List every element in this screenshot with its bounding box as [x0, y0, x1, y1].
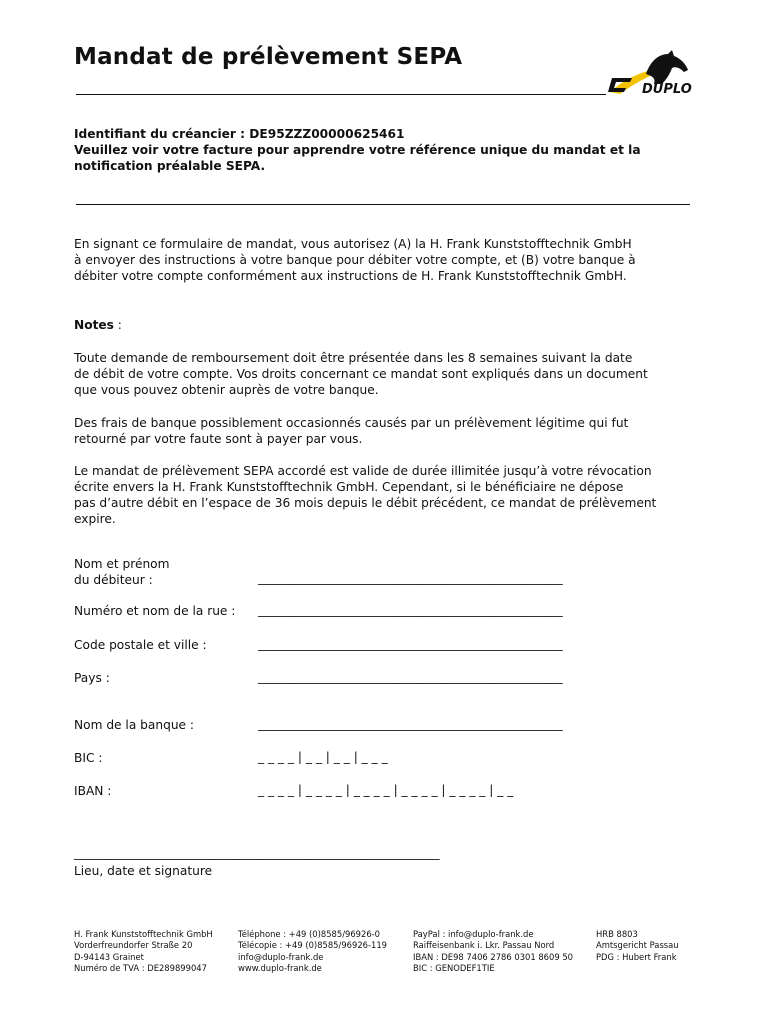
footer-registry: [596, 929, 679, 963]
footer-line: D-94143 Grainet: [74, 951, 144, 962]
footer-line: Raiffeisenbank i. Lkr. Passau Nord: [413, 940, 555, 951]
signature-label: Lieu, date et signature: [74, 864, 213, 878]
notes-paragraph-1: [74, 350, 697, 398]
intro-line: débiter votre compte conformément aux instructions de H. Frank Kunststofftechnik GmbH.: [74, 269, 627, 283]
notes-line: que vous pouvez obtenir auprès de votre banque.: [74, 383, 379, 397]
bank-name-label: Nom de la banque :: [74, 718, 195, 732]
notes-heading: [74, 318, 122, 332]
postal-city-label: Code postale et ville :: [74, 638, 207, 652]
reference-line-2: notification préalable SEPA.: [74, 159, 266, 173]
notes-line: retourné par votre faute sont à payer par vous.: [74, 432, 363, 446]
notes-line: Le mandat de prélèvement SEPA accordé est valide de durée illimitée jusqu’à votre révocation: [74, 464, 652, 478]
notes-line: écrite envers la H. Frank Kunststofftechnik GmbH. Cependant, si le bénéficiaire ne dépose: [74, 480, 624, 494]
bic-field[interactable]: _ _ _ _ | _ _ | _ _ | _ _ _: [258, 750, 388, 764]
footer-line: Vorderfreundorfer Straße 20: [74, 940, 193, 951]
footer-line: PayPal : info@duplo-frank.de: [413, 929, 534, 939]
notes-line: pas d’autre débit en l’espace de 36 mois depuis le débit précédent, ce mandat de prélèvement: [74, 496, 657, 510]
notes-label: Notes: [74, 318, 114, 332]
section-divider: [76, 204, 690, 205]
footer-line: IBAN : DE98 7406 2786 0301 8609 50: [413, 951, 573, 962]
footer-line: Télécopie : +49 (0)8585/96926-119: [238, 940, 387, 951]
intro-paragraph: [74, 236, 697, 284]
footer-company: [74, 929, 213, 975]
logo-text: DUPLO: [642, 82, 692, 97]
footer-line: info@duplo-frank.de: [238, 951, 324, 962]
title-underline: [76, 94, 606, 95]
debtor-name-field[interactable]: __________________________________________________: [258, 571, 563, 585]
notes-paragraph-2: [74, 415, 697, 447]
bic-label: BIC :: [74, 751, 103, 765]
signature-field[interactable]: ____________________________________________________________: [74, 846, 440, 860]
postal-city-field[interactable]: __________________________________________________: [258, 637, 563, 651]
footer-line: PDG : Hubert Frank: [596, 951, 677, 962]
bank-name-field[interactable]: __________________________________________________: [258, 717, 563, 731]
reference-line-1: Veuillez voir votre facture pour apprendre votre référence unique du mandat et la: [74, 143, 641, 157]
duplo-horse-logo: [606, 48, 696, 98]
country-field[interactable]: __________________________________________________: [258, 670, 563, 684]
creditor-identification: [74, 126, 704, 174]
debtor-name-label-line1: Nom et prénom: [74, 557, 170, 571]
creditor-id-line: Identifiant du créancier : DE95ZZZ00000625461: [74, 127, 405, 141]
notes-colon: :: [113, 318, 122, 332]
intro-line: En signant ce formulaire de mandat, vous autorisez (A) la H. Frank Kunststofftechnik GmbH: [74, 237, 632, 251]
iban-label: IBAN :: [74, 784, 112, 798]
footer-line: Amtsgericht Passau: [596, 940, 679, 951]
footer-line: BIC : GENODEF1TIE: [413, 963, 495, 974]
footer-line: H. Frank Kunststofftechnik GmbH: [74, 929, 213, 939]
notes-line: Des frais de banque possiblement occasionnés causés par un prélèvement légitime qui fut: [74, 416, 629, 430]
street-label: Numéro et nom de la rue :: [74, 604, 236, 618]
footer-contact: [238, 929, 387, 975]
notes-paragraph-3: [74, 463, 697, 527]
footer-line: Numéro de TVA : DE289899047: [74, 963, 207, 974]
footer-bank: [413, 929, 573, 975]
notes-line: de débit de votre compte. Vos droits concernant ce mandat sont expliqués dans un document: [74, 367, 648, 381]
footer-line: www.duplo-frank.de: [238, 963, 322, 974]
page-title: Mandat de prélèvement SEPA: [74, 44, 463, 70]
logo-horse-head: [646, 50, 688, 84]
country-label: Pays :: [74, 671, 110, 685]
notes-line: Toute demande de remboursement doit être présentée dans les 8 semaines suivant la date: [74, 351, 633, 365]
notes-line: expire.: [74, 512, 116, 526]
footer-line: HRB 8803: [596, 929, 638, 939]
street-field[interactable]: __________________________________________________: [258, 603, 563, 617]
debtor-name-label: [74, 556, 170, 588]
footer-line: Téléphone : +49 (0)8585/96926-0: [238, 929, 381, 939]
iban-field[interactable]: _ _ _ _ | _ _ _ _ | _ _ _ _ | _ _ _ _ | _ _ _ _ | _ _: [258, 783, 514, 797]
intro-line: à envoyer des instructions à votre banque pour débiter votre compte, et (B) votre banque à: [74, 253, 636, 267]
debtor-name-label-line2: du débiteur :: [74, 573, 153, 587]
